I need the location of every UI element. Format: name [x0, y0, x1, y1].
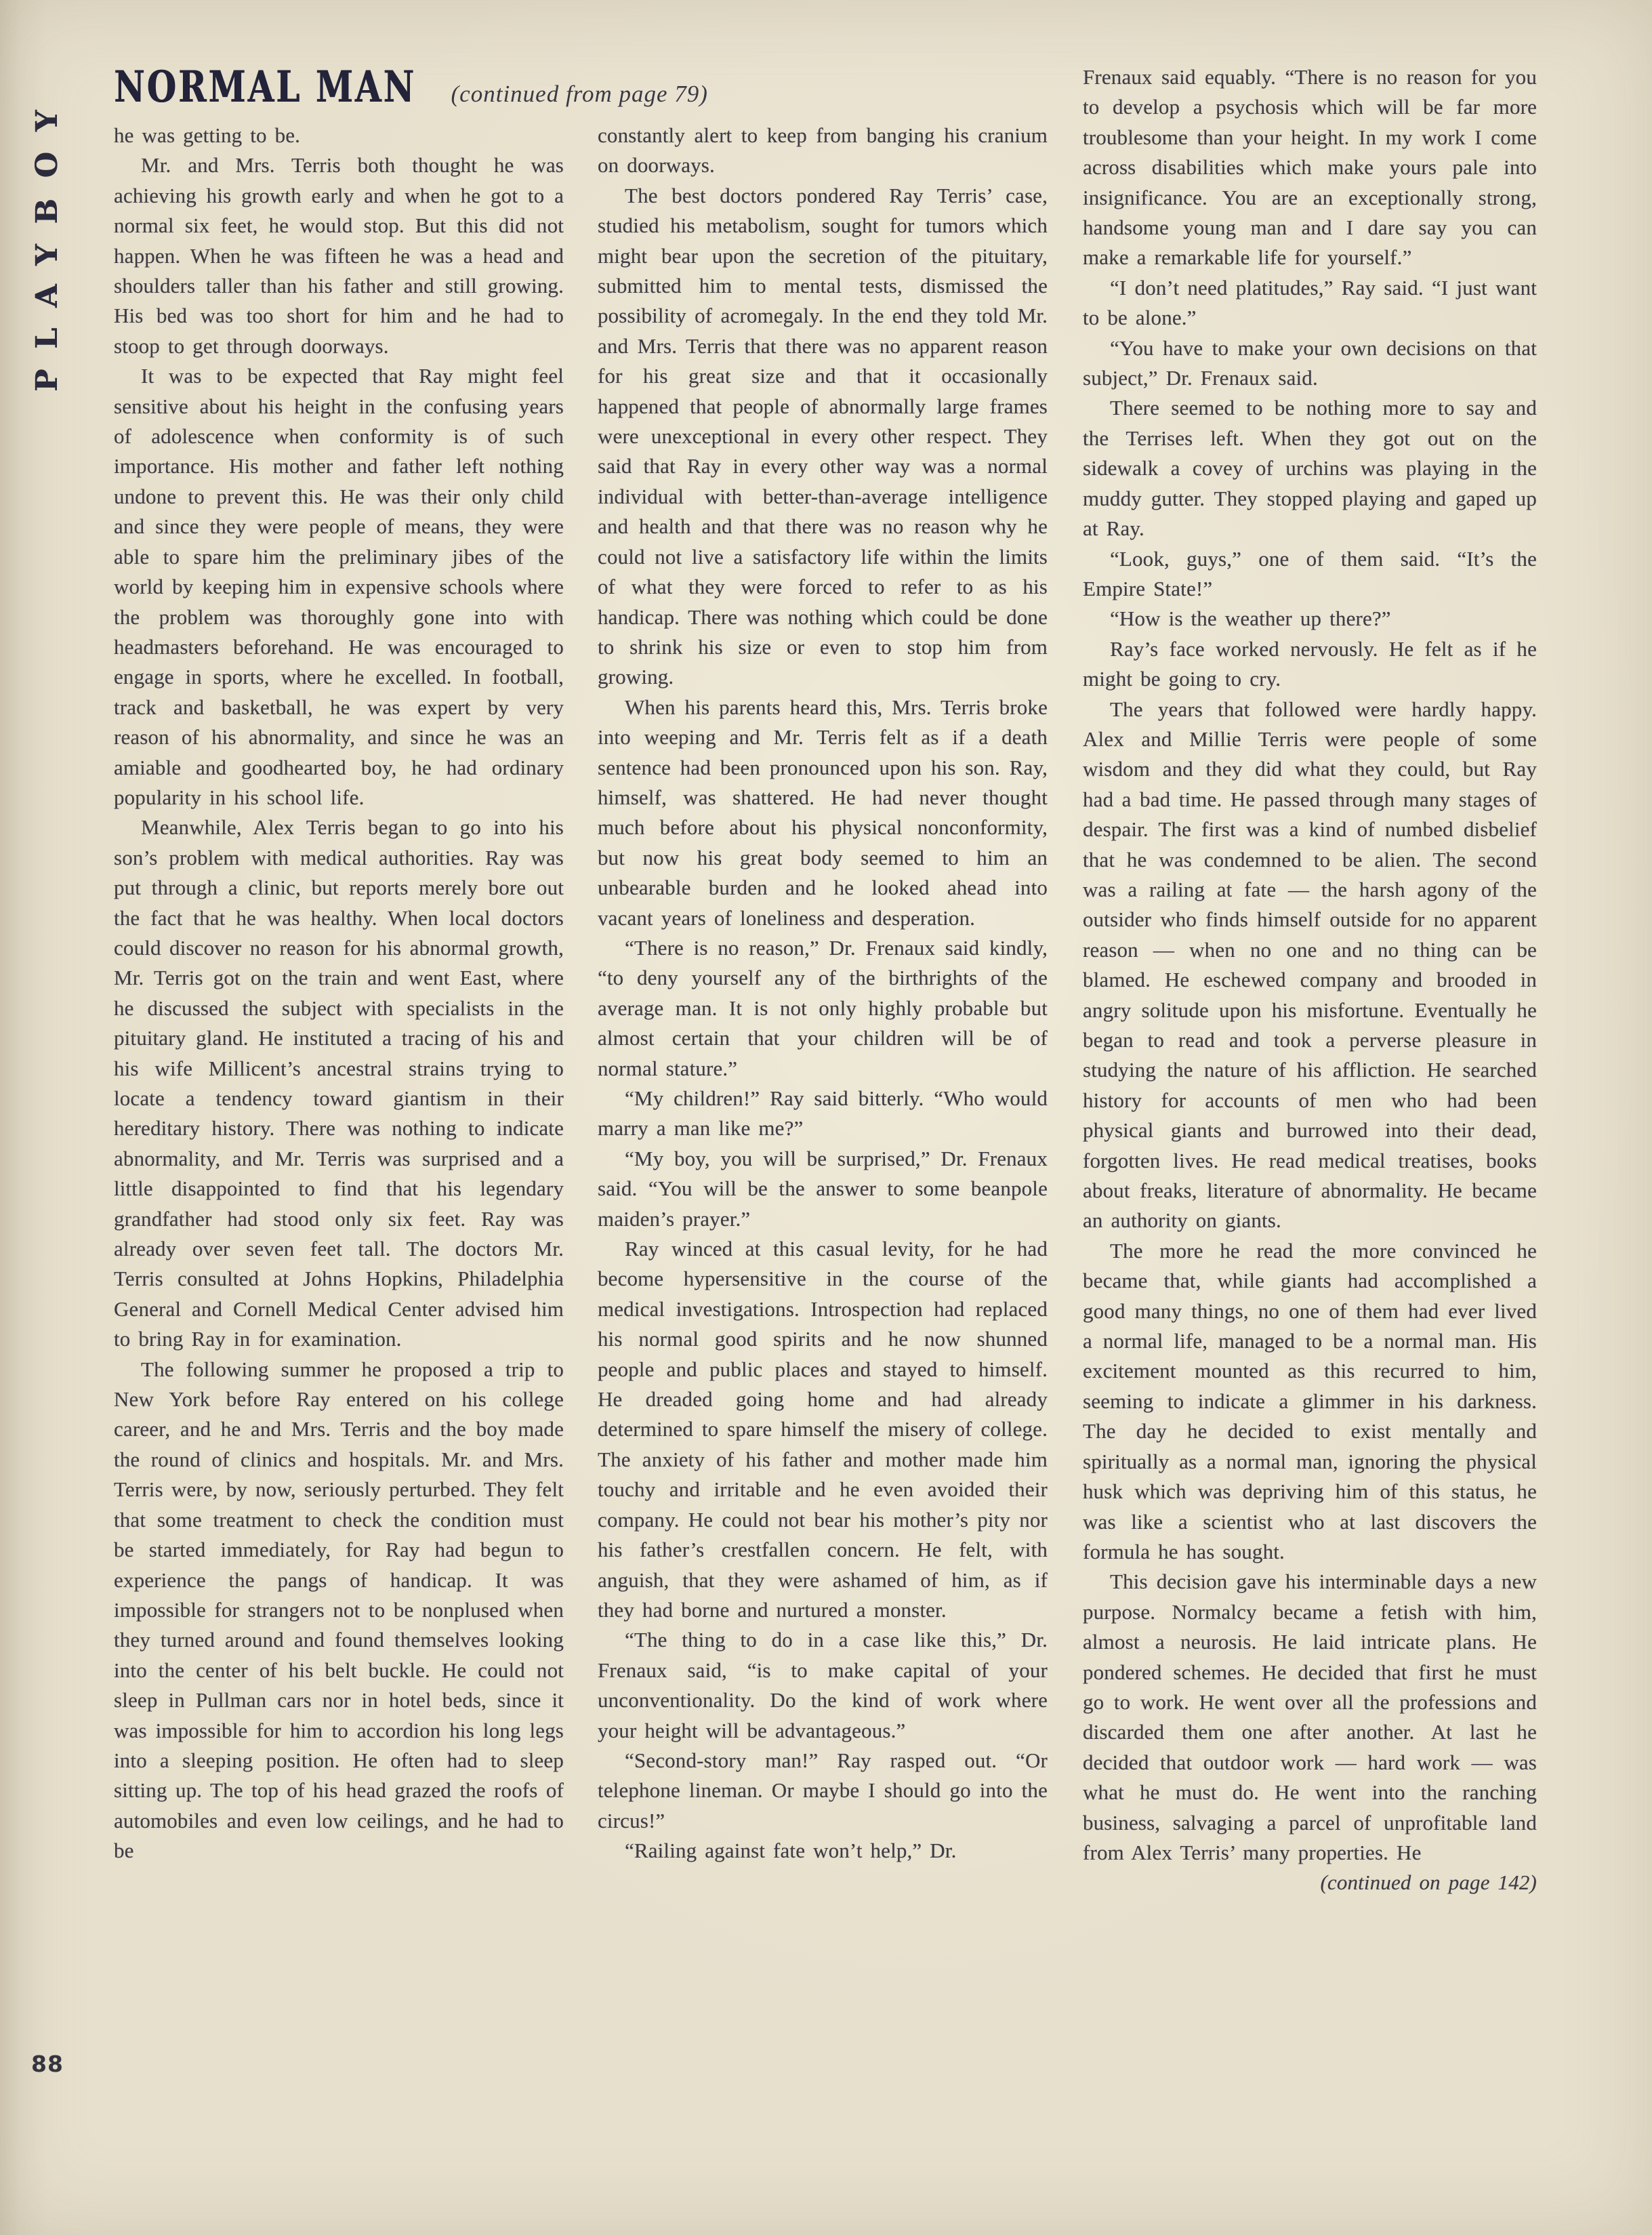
paragraph: Meanwhile, Alex Terris began to go into his son’s problem with medical authorities. Ray was put through a clinic, but reports merely bore out the fact that he was healthy. When local doctors could discover no reason for his abnormal growth, Mr. Terris got on the train and went East, where he discussed the subject with specialists in the pituitary gland. He instituted a tracing of his and his wife Millicent’s ancestral strains trying to locate a tendency toward giantism in their hereditary history. There was nothing to indicate abnormality, and Mr. Terris was surprised and a little disappointed to find that his legendary grandfather had stood only six feet. Ray was already over seven feet tall. The doctors Mr. Terris consulted at Johns Hopkins, Philadelphia General and Cornell Medical Center advised him to bring Ray in for examination.: [114, 815, 564, 1351]
paragraph: Frenaux said equably. “There is no reason for you to develop a psychosis which will be far more troublesome than your height. In my work I come across disabilities which make yours pale into insignificance. You are an exceptionally strong, handsome young man and I dare say you can make a remarkable life for yourself.”: [1083, 65, 1537, 270]
paragraph: “Look, guys,” one of them said. “It’s the Empire State!”: [1083, 546, 1537, 600]
paragraph: This decision gave his interminable days a new purpose. Normalcy became a fetish with him, almost a neurosis. He laid intricate plans. He pondered schemes. He decided that first he must go to work. He went over all the professions and discarded them one after another. At last he decided that outdoor work — hard work — was what he must do. He went into the ranching business, salvaging a parcel of unprofitable land from Alex Terris’ many properties. He: [1083, 1570, 1537, 1864]
paragraph: “There is no reason,” Dr. Frenaux said kindly, “to deny yourself any of the birthrights of the average man. It is not only highly probable but almost certain that your children will be of normal stature.”: [598, 935, 1048, 1080]
paragraph: “My boy, you will be surprised,” Dr. Frenaux said. “You will be the answer to some beanpole maiden’s prayer.”: [598, 1146, 1048, 1231]
paragraph: Ray’s face worked nervously. He felt as if he might be going to cry.: [1083, 636, 1537, 691]
paragraph: “Second-story man!” Ray rasped out. “Or telephone lineman. Or maybe I should go into the circus!”: [598, 1748, 1048, 1832]
paragraph: “I don’t need platitudes,” Ray said. “I just want to be alone.”: [1083, 275, 1537, 330]
article-header: [114, 61, 708, 112]
paragraph: The more he read the more convinced he became that, while giants had accomplished a good many things, no one of them had ever lived a normal life, managed to be a normal man. His excitement mounted as this recurred to him, seeming to indicate a glimmer in his darkness. The day he decided to exist mentally and spiritually as a normal man, ignoring the physical husk which was depriving him of this status, he was like a scientist who at last discovers the formula he has sought.: [1083, 1238, 1537, 1563]
paragraph: It was to be expected that Ray might feel sensitive about his height in the confusing years of adolescence when conformity is of such importance. His mother and father left nothing undone to prevent this. He was their only child and since they were people of means, they were able to spare him the preliminary jibes of the world by keeping him in expensive schools where the problem was thoroughly gone into with headmasters beforehand. He was encouraged to engage in sports, where he excelled. In football, track and basketball, he was expert by very reason of his abnormality, and since he was an amiable and goodhearted boy, he had ordinary popularity in his school life.: [114, 364, 564, 809]
paragraph: The best doctors pondered Ray Terris’ case, studied his metabolism, sought for tumors which might bear upon the secretion of the pituitary, submitted him to mental tests, dismissed the possibility of acromegaly. In the end they told Mr. and Mrs. Terris that there was no apparent reason for his great size and that it occasionally happened that people of abnormally large frames were unexceptional in every other respect. They said that Ray in every other way was a normal individual with better-than-average intelligence and health and that there was no reason why he could not live a satisfactory life within the limits of what they were forced to refer to as his handicap. There was nothing which could be done to shrink his size or even to stop him from growing.: [598, 183, 1048, 689]
paragraph: “How is the weather up there?”: [1110, 607, 1391, 631]
article-title: NORMAL MAN: [114, 61, 417, 112]
text-column-3: [1083, 62, 1537, 1898]
title-continuation-note: (continued from page 79): [451, 81, 708, 107]
text-column-1: [114, 121, 564, 1866]
paragraph: Ray winced at this casual levity, for he had become hypersensitive in the course of the medical investigations. Introspection had replaced his normal good spirits and he now shunned people and public places and stayed to himself. He dreaded going home and had already determined to spare himself the misery of college. The anxiety of his father and mother made him touchy and irritable and he even avoided their company. He could not bear his mother’s pity nor his father’s crestfallen concern. He felt, with anguish, that they were ashamed of him, as if they had borne and nurtured a monster.: [598, 1237, 1048, 1622]
paragraph: constantly alert to keep from banging his cranium on doorways.: [598, 123, 1048, 178]
paragraph: There seemed to be nothing more to say and the Terrises left. When they got out on the sidewalk a covey of urchins was playing in the muddy gutter. They stopped playing and gaped up at Ray.: [1083, 396, 1537, 541]
paragraph: “My children!” Ray said bitterly. “Who would marry a man like me?”: [598, 1086, 1048, 1141]
paragraph: “Railing against fate won’t help,” Dr.: [625, 1839, 957, 1863]
paragraph: Mr. and Mrs. Terris both thought he was achieving his growth early and when he got to a normal six feet, he would stop. But this did not happen. When he was fifteen he was a head and shoulders taller than his father and still growing. His bed was too short for him and he had to stoop to get through doorways.: [114, 153, 564, 358]
paragraph: “You have to make your own decisions on that subject,” Dr. Frenaux said.: [1083, 335, 1537, 390]
text-column-2: [598, 121, 1048, 1866]
page-number: 88: [31, 2051, 64, 2077]
paragraph: When his parents heard this, Mrs. Terris broke into weeping and Mr. Terris felt as if a death sentence had been pronounced upon his son. Ray, himself, was shattered. He had never thought much before about his physical nonconformity, but now his great body seemed to him an unbearable burden and he looked ahead into vacant years of loneliness and desperation.: [598, 695, 1048, 930]
continued-on-page-note: (continued on page 142): [1320, 1870, 1537, 1895]
paragraph: “The thing to do in a case like this,” Dr. Frenaux said, “is to make capital of your unconventionality. Do the kind of work where your height will be advantageous.”: [598, 1628, 1048, 1742]
paragraph: he was getting to be.: [114, 123, 301, 147]
paragraph: The following summer he proposed a trip to New York before Ray entered on his college career, and he and Mrs. Terris and the boy made the round of clinics and hospitals. Mr. and Mrs. Terris were, by now, seriously perturbed. They felt that some treatment to check the condition must be started immediately, for Ray had begun to experience the pangs of handicap. It was impossible for strangers not to be nonplused when they turned around and found themselves looking into the center of his belt buckle. He could not sleep in Pullman cars nor in hotel beds, since it was impossible for him to accordion his long legs into a sleeping position. He often had to sleep sitting up. The top of his head grazed the roofs of automobiles and even low ceilings, and he had to be: [114, 1357, 564, 1863]
paragraph: The years that followed were hardly happy. Alex and Millie Terris were people of some wisdom and they did what they could, but Ray had a bad time. He passed through many stages of despair. The first was a kind of numbed disbelief that he was condemned to be alien. The second was a railing at fate — the harsh agony of the outsider who finds himself outside for no apparent reason — when no one and no thing can be blamed. He eschewed company and brooded in angry solitude upon his misfortune. Eventually he began to read and took a perverse pleasure in studying the nature of his affliction. He searched history for accounts of men who had been physical giants and burrowed into their dead, forgotten lives. He read medical treatises, books about freaks, literature of abnormality. He became an authority on giants.: [1083, 697, 1537, 1233]
magazine-side-label: PLAYBOY: [30, 89, 64, 392]
